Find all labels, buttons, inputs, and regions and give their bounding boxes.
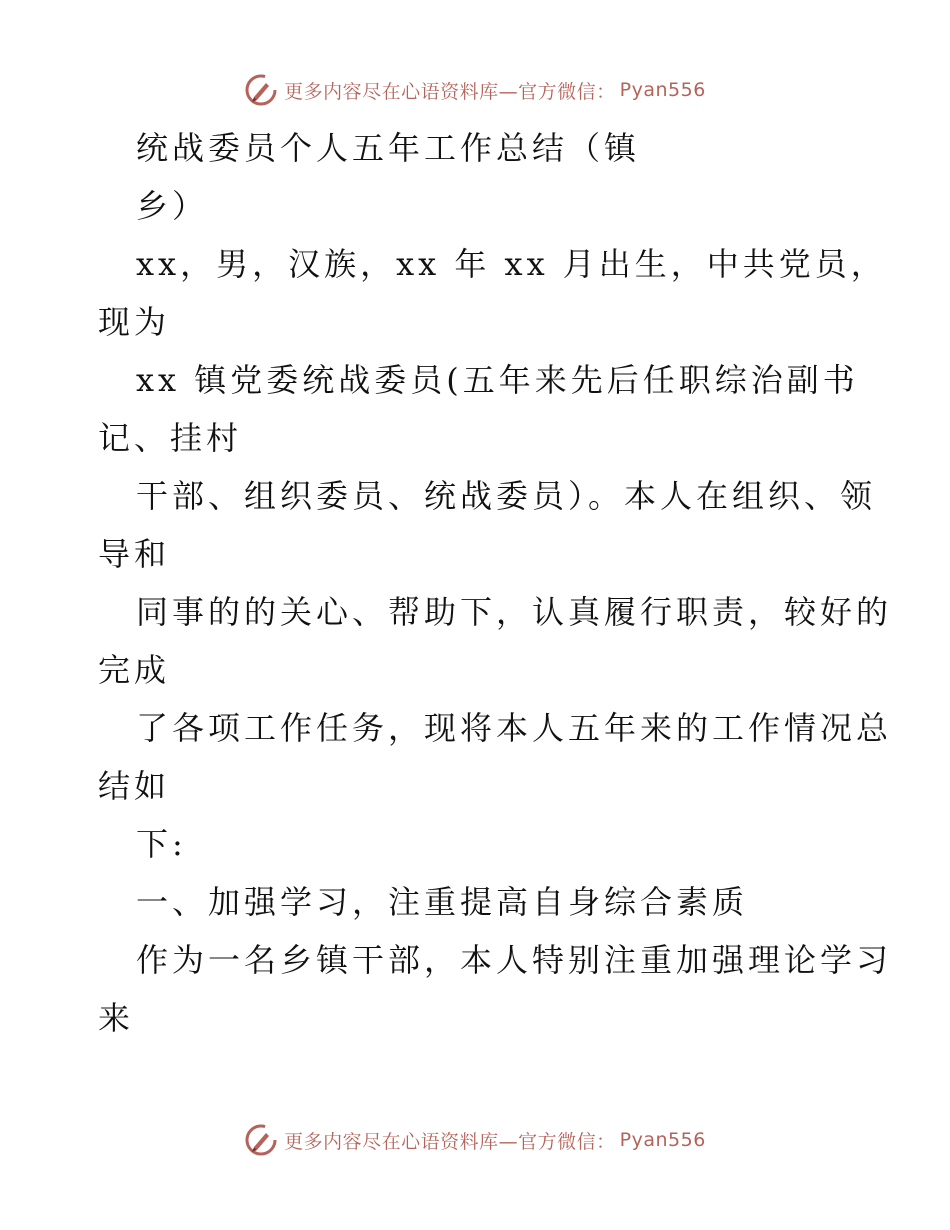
text-line: 作为一名乡镇干部，本人特别注重加强理论学习 (136, 941, 893, 979)
text-line: xx 镇党委统战委员(五年来先后任职综治副书 (136, 361, 859, 399)
watermark-handle: Pyan556 (619, 1129, 706, 1151)
title-line-1: 统战委员个人五年工作总结（镇 (136, 129, 641, 167)
watermark-text: 更多内容尽在心语资料库—官方微信： (284, 1130, 616, 1153)
section-heading: 一、加强学习，注重提高自身综合素质 (136, 883, 749, 921)
text-line: 记、挂村 (98, 419, 243, 457)
text-line: 导和 (98, 535, 171, 573)
watermark-banner-top (0, 70, 950, 110)
text-line: 干部、组织委员、统战委员）。本人在组织、领 (136, 477, 877, 515)
text-line: 了各项工作任务，现将本人五年来的工作情况总 (136, 709, 893, 747)
text-line: 同事的的关心、帮助下，认真履行职责，较好的 (136, 593, 893, 631)
text-line: 来 (98, 999, 135, 1037)
watermark-handle: Pyan556 (619, 79, 706, 101)
text-line: 结如 (98, 767, 171, 805)
text-line: xx，男，汉族，xx 年 xx 月出生，中共党员， (136, 245, 887, 283)
text-line: 下: (136, 825, 187, 863)
title-line-2: 乡） (136, 187, 209, 225)
watermark-text: 更多内容尽在心语资料库—官方微信： (284, 80, 616, 103)
text-line: 完成 (98, 651, 171, 689)
text-line: 现为 (98, 303, 171, 341)
pen-logo-icon (244, 1123, 278, 1157)
watermark-banner-bottom (0, 1120, 950, 1160)
pen-logo-icon (244, 73, 278, 107)
